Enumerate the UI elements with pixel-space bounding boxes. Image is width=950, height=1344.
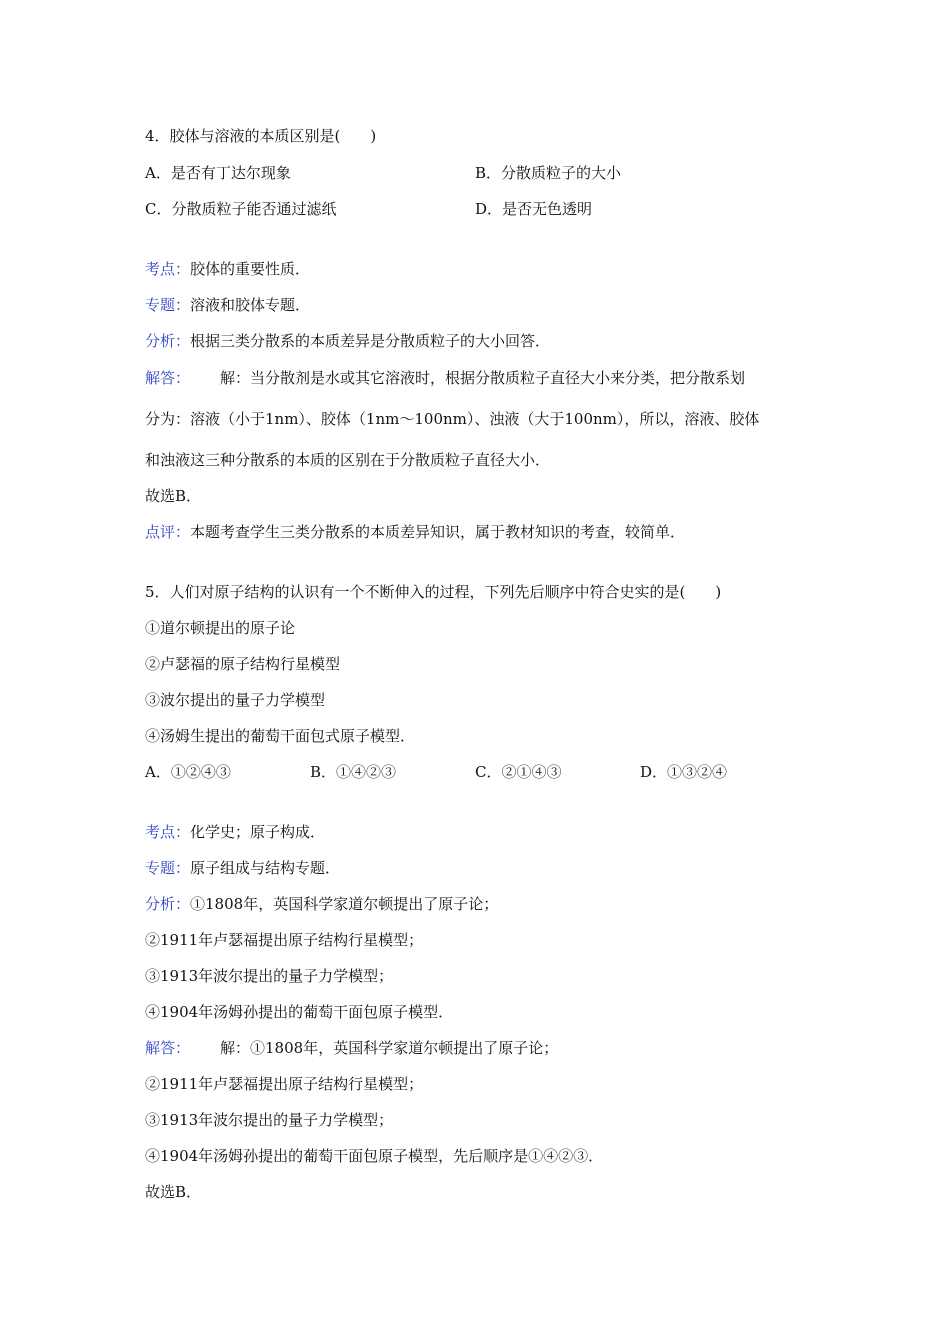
q5-kaodian: [145, 822, 325, 842]
q5-fenxi-line-3: ③1913年波尔提出的量子力学模型；: [145, 967, 394, 985]
fenxi-label: 分析：: [145, 895, 191, 913]
q4-option-c: C．分散质粒子能否通过滤纸: [145, 200, 337, 218]
kaodian-text: 胶体的重要性质．: [190, 260, 311, 278]
zhuanti-label: 专题：: [145, 296, 191, 314]
q5-jieda-line-4: ④1904年汤姆孙提出的葡萄干面包原子模型，先后顺序是①④②③．: [145, 1147, 604, 1165]
q4-jieda-line-2: 分为：溶液（小于1nm）、胶体（1nm～100nm）、浊液（大于100nm），所以，溶液、胶体: [145, 410, 760, 428]
q5-option-a: A．①②④③: [145, 763, 231, 781]
q5-fenxi: [145, 894, 498, 914]
q5-option-b: B．①④②③: [310, 763, 397, 781]
q5-item-1: ①道尔顿提出的原子论: [145, 619, 296, 637]
q4-option-b: B．分散质粒子的大小: [475, 164, 622, 182]
jieda-text-1: 解：当分散剂是水或其它溶液时，根据分散质粒子直径大小来分类，把分散系划: [220, 369, 746, 387]
q5-item-4: ④汤姆生提出的葡萄干面包式原子模型．: [145, 727, 416, 745]
q4-stem: 4．胶体与溶液的本质区别是( ): [145, 127, 377, 145]
jieda-text-1: 解：①1808年，英国科学家道尔顿提出了原子论；: [220, 1039, 559, 1057]
kaodian-label: 考点：: [145, 260, 191, 278]
kaodian-label: 考点：: [145, 823, 191, 841]
q5-item-3: ③波尔提出的量子力学模型: [145, 691, 326, 709]
jieda-label: 解答：: [145, 369, 191, 387]
dianping-text: 本题考查学生三类分散系的本质差异知识，属于教材知识的考查，较简单．: [190, 523, 686, 541]
q5-jieda-line-2: ②1911年卢瑟福提出原子结构行星模型；: [145, 1075, 424, 1093]
q5-zhuanti: [145, 858, 340, 878]
q4-dianping: [145, 522, 685, 542]
q4-option-a: A．是否有丁达尔现象: [145, 164, 291, 182]
q5-fenxi-line-4: ④1904年汤姆孙提出的葡萄干面包原子模型．: [145, 1003, 454, 1021]
zhuanti-text: 溶液和胶体专题．: [190, 296, 311, 314]
zhuanti-label: 专题：: [145, 859, 191, 877]
q4-fenxi: [145, 331, 550, 351]
dianping-label: 点评：: [145, 523, 191, 541]
fenxi-text-1: ①1808年，英国科学家道尔顿提出了原子论；: [190, 895, 499, 913]
q5-answer: 故选B．: [145, 1183, 202, 1201]
jieda-label: 解答：: [145, 1039, 191, 1057]
q5-jieda-line-3: ③1913年波尔提出的量子力学模型；: [145, 1111, 394, 1129]
q4-option-d: D．是否无色透明: [475, 200, 593, 218]
q4-jieda-line-3: 和浊液这三种分散系的本质的区别在于分散质粒子直径大小．: [145, 451, 551, 469]
q5-jieda: [145, 1038, 558, 1058]
q4-zhuanti: [145, 295, 310, 315]
q5-item-2: ②卢瑟福的原子结构行星模型: [145, 655, 341, 673]
q5-option-c: C．②①④③: [475, 763, 562, 781]
q5-option-d: D．①③②④: [640, 763, 728, 781]
q4-answer: 故选B．: [145, 487, 202, 505]
zhuanti-text: 原子组成与结构专题．: [190, 859, 341, 877]
q5-fenxi-line-2: ②1911年卢瑟福提出原子结构行星模型；: [145, 931, 424, 949]
q4-jieda: [145, 368, 745, 388]
q4-kaodian: [145, 259, 310, 279]
q5-stem: 5．人们对原子结构的认识有一个不断伸入的过程，下列先后顺序中符合史实的是( ): [145, 583, 722, 601]
fenxi-text: 根据三类分散系的本质差异是分散质粒子的大小回答．: [190, 332, 551, 350]
kaodian-text: 化学史；原子构成．: [190, 823, 326, 841]
fenxi-label: 分析：: [145, 332, 191, 350]
